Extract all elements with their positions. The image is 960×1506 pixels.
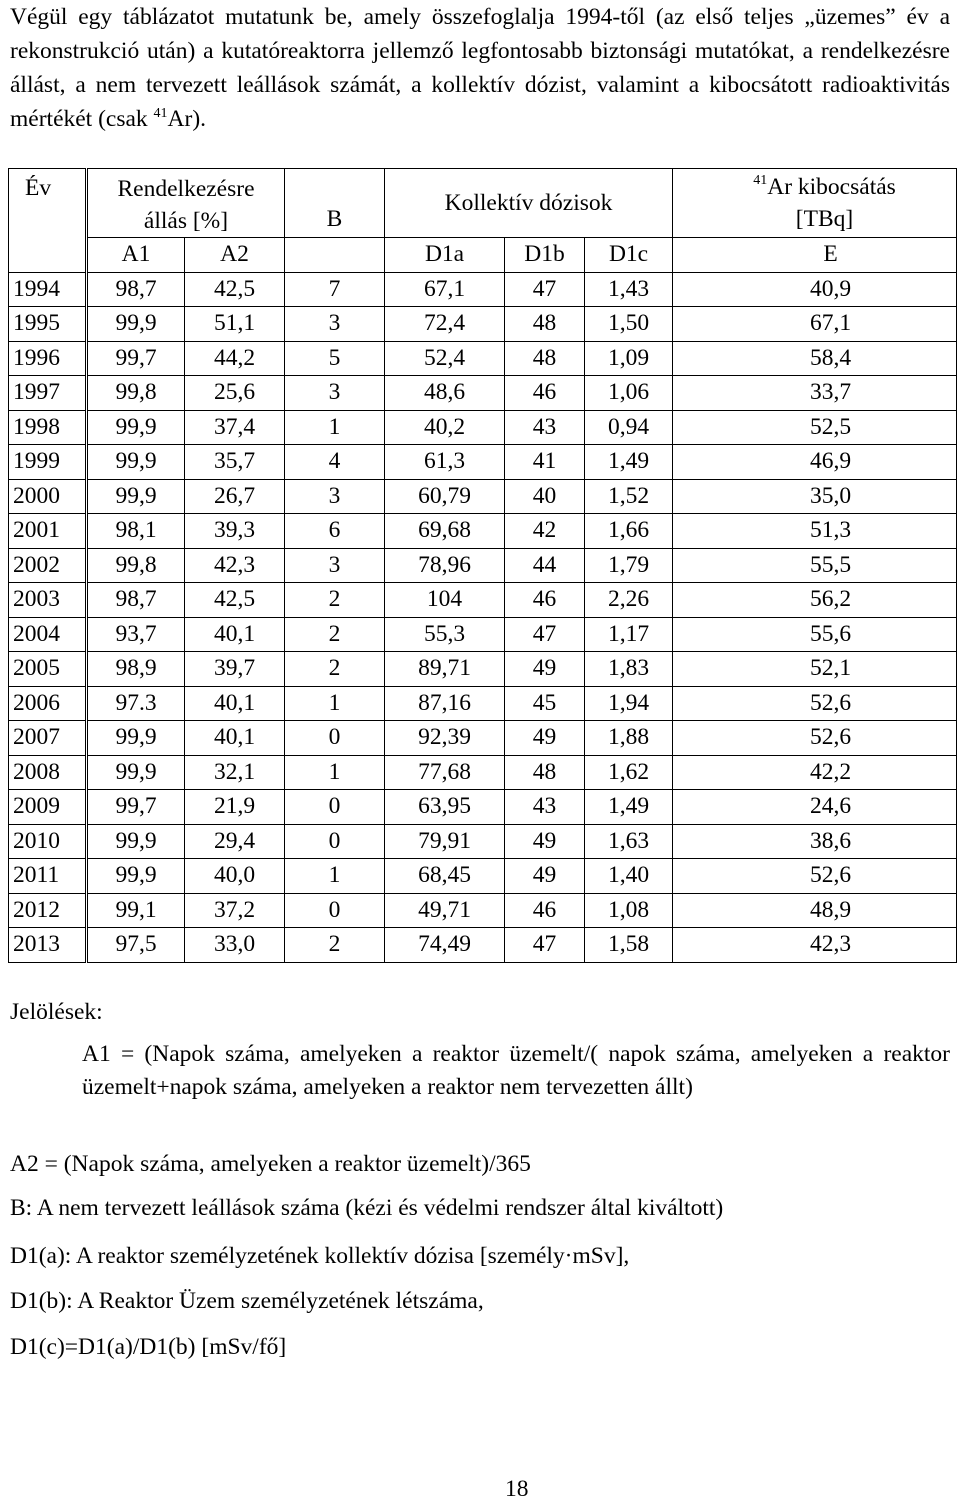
cell-b: 3 [285, 548, 385, 583]
cell-a1: 98,1 [87, 514, 185, 549]
intro-text: Végül egy táblázatot mutatunk be, amely összefoglalja 1994-től (az első teljes „üzemes” év a rekonstrukció után) a kutatóreaktorra jellemző legfontosabb biztonsági mutatókat, a rendelkezésre állást, a nem tervezett leállások számát, a kollektív dózist, valamint a kibocsátott radioaktivitás mértékét (csak [10, 4, 950, 132]
cell-e: 33,7 [673, 376, 957, 411]
cell-e: 35,0 [673, 479, 957, 514]
cell-a1: 99,9 [87, 445, 185, 480]
cell-a1: 98,7 [87, 272, 185, 307]
cell-b: 6 [285, 514, 385, 549]
cell-b: 2 [285, 617, 385, 652]
subheader-b-empty [285, 238, 385, 273]
cell-d1a: 63,95 [385, 790, 505, 825]
cell-b: 3 [285, 307, 385, 342]
table-row [9, 686, 957, 721]
cell-year: 1996 [9, 341, 87, 376]
cell-e: 24,6 [673, 790, 957, 825]
cell-d1b: 46 [505, 583, 585, 618]
cell-year: 2012 [9, 893, 87, 928]
cell-a1: 99,8 [87, 548, 185, 583]
header-ar-line1: Ar kibocsátás [767, 174, 896, 200]
legend-title: Jelölések: [10, 999, 103, 1025]
legend-a1: A1 = (Napok száma, amelyeken a reaktor üzemelt/( napok száma, amelyeken a reaktor üzemelt+napok száma, amelyeken a reaktor nem tervezetten állt) [82, 1041, 950, 1100]
cell-a1: 99,9 [87, 479, 185, 514]
cell-d1c: 1,88 [585, 721, 673, 756]
header-b: B [285, 169, 385, 238]
cell-a1: 99,1 [87, 893, 185, 928]
cell-e: 56,2 [673, 583, 957, 618]
cell-e: 58,4 [673, 341, 957, 376]
subheader-d1b: D1b [505, 238, 585, 273]
cell-a1: 99,8 [87, 376, 185, 411]
cell-year: 2004 [9, 617, 87, 652]
table-row [9, 548, 957, 583]
cell-d1a: 52,4 [385, 341, 505, 376]
cell-a2: 42,5 [185, 272, 285, 307]
cell-d1b: 49 [505, 824, 585, 859]
table-row [9, 479, 957, 514]
cell-a2: 29,4 [185, 824, 285, 859]
cell-year: 2000 [9, 479, 87, 514]
table-subheader-row [9, 238, 957, 273]
table-row [9, 893, 957, 928]
cell-d1c: 1,79 [585, 548, 673, 583]
cell-d1a: 87,16 [385, 686, 505, 721]
cell-d1b: 44 [505, 548, 585, 583]
cell-d1a: 72,4 [385, 307, 505, 342]
intro-superscript: 41 [153, 106, 168, 121]
cell-a1: 99,7 [87, 790, 185, 825]
cell-b: 7 [285, 272, 385, 307]
cell-a2: 40,1 [185, 686, 285, 721]
cell-d1b: 46 [505, 893, 585, 928]
cell-e: 52,6 [673, 721, 957, 756]
cell-d1a: 77,68 [385, 755, 505, 790]
cell-d1b: 48 [505, 307, 585, 342]
cell-year: 2006 [9, 686, 87, 721]
cell-b: 1 [285, 410, 385, 445]
cell-year: 2011 [9, 859, 87, 894]
cell-b: 3 [285, 479, 385, 514]
cell-d1c: 0,94 [585, 410, 673, 445]
cell-d1c: 1,49 [585, 445, 673, 480]
cell-year: 2008 [9, 755, 87, 790]
cell-b: 1 [285, 755, 385, 790]
cell-d1a: 61,3 [385, 445, 505, 480]
cell-a1: 97.3 [87, 686, 185, 721]
legend-d1b: D1(b): A Reaktor Üzem személyzetének létszáma, [10, 1288, 484, 1314]
cell-a1: 99,9 [87, 721, 185, 756]
cell-b: 2 [285, 928, 385, 963]
table-row [9, 652, 957, 687]
header-ar-release [673, 169, 957, 238]
cell-year: 1999 [9, 445, 87, 480]
legend-a2: A2 = (Napok száma, amelyeken a reaktor üzemelt)/365 [10, 1151, 531, 1177]
cell-d1a: 78,96 [385, 548, 505, 583]
cell-b: 0 [285, 790, 385, 825]
cell-a2: 37,4 [185, 410, 285, 445]
cell-b: 0 [285, 824, 385, 859]
cell-d1b: 49 [505, 859, 585, 894]
cell-a1: 98,7 [87, 583, 185, 618]
safety-indicators-table [8, 168, 957, 963]
cell-d1b: 48 [505, 341, 585, 376]
cell-a2: 25,6 [185, 376, 285, 411]
cell-d1c: 1,58 [585, 928, 673, 963]
intro-text-end: Ar). [167, 106, 207, 132]
cell-year: 1995 [9, 307, 87, 342]
legend-d1c: D1(c)=D1(a)/D1(b) [mSv/fő] [10, 1334, 287, 1360]
cell-a2: 26,7 [185, 479, 285, 514]
cell-d1a: 40,2 [385, 410, 505, 445]
table-row [9, 755, 957, 790]
cell-d1c: 1,06 [585, 376, 673, 411]
cell-a2: 51,1 [185, 307, 285, 342]
cell-d1b: 46 [505, 376, 585, 411]
table-row [9, 514, 957, 549]
cell-a2: 21,9 [185, 790, 285, 825]
table-row [9, 928, 957, 963]
cell-a2: 37,2 [185, 893, 285, 928]
header-availability-line2: állás [%] [143, 208, 229, 234]
cell-b: 2 [285, 583, 385, 618]
cell-year: 2003 [9, 583, 87, 618]
cell-year: 1998 [9, 410, 87, 445]
cell-d1b: 47 [505, 928, 585, 963]
cell-e: 40,9 [673, 272, 957, 307]
cell-b: 1 [285, 859, 385, 894]
cell-d1c: 1,94 [585, 686, 673, 721]
cell-e: 46,9 [673, 445, 957, 480]
cell-d1c: 1,43 [585, 272, 673, 307]
cell-a2: 33,0 [185, 928, 285, 963]
intro-paragraph [10, 0, 950, 136]
cell-year: 2010 [9, 824, 87, 859]
cell-d1b: 40 [505, 479, 585, 514]
cell-a2: 39,3 [185, 514, 285, 549]
cell-e: 51,3 [673, 514, 957, 549]
cell-d1c: 1,09 [585, 341, 673, 376]
table-row [9, 721, 957, 756]
table-row [9, 445, 957, 480]
cell-d1a: 104 [385, 583, 505, 618]
cell-d1c: 1,17 [585, 617, 673, 652]
cell-a2: 42,3 [185, 548, 285, 583]
cell-year: 1997 [9, 376, 87, 411]
cell-d1a: 48,6 [385, 376, 505, 411]
cell-d1b: 48 [505, 755, 585, 790]
header-collective-dose: Kollektív dózisok [385, 169, 673, 238]
cell-d1c: 1,62 [585, 755, 673, 790]
cell-a2: 40,1 [185, 721, 285, 756]
cell-year: 2005 [9, 652, 87, 687]
table-row [9, 617, 957, 652]
cell-year: 2001 [9, 514, 87, 549]
cell-d1a: 89,71 [385, 652, 505, 687]
cell-a1: 99,9 [87, 824, 185, 859]
cell-b: 3 [285, 376, 385, 411]
legend-d1a: D1(a): A reaktor személyzetének kollektív dózisa [személy·mSv], [10, 1243, 630, 1269]
cell-a1: 99,9 [87, 410, 185, 445]
cell-a2: 42,5 [185, 583, 285, 618]
table-row [9, 341, 957, 376]
cell-a1: 99,7 [87, 341, 185, 376]
cell-e: 55,5 [673, 548, 957, 583]
table-row [9, 272, 957, 307]
subheader-a2: A2 [185, 238, 285, 273]
cell-d1a: 60,79 [385, 479, 505, 514]
cell-e: 52,6 [673, 859, 957, 894]
cell-b: 0 [285, 893, 385, 928]
cell-e: 48,9 [673, 893, 957, 928]
cell-e: 52,5 [673, 410, 957, 445]
cell-d1b: 43 [505, 410, 585, 445]
cell-b: 5 [285, 341, 385, 376]
cell-a1: 99,9 [87, 859, 185, 894]
cell-a2: 32,1 [185, 755, 285, 790]
table-body [9, 272, 957, 962]
cell-year: 1994 [9, 272, 87, 307]
cell-e: 67,1 [673, 307, 957, 342]
cell-e: 42,2 [673, 755, 957, 790]
subheader-d1a: D1a [385, 238, 505, 273]
cell-a2: 40,0 [185, 859, 285, 894]
cell-d1b: 42 [505, 514, 585, 549]
cell-d1c: 1,49 [585, 790, 673, 825]
cell-d1c: 1,52 [585, 479, 673, 514]
table-row [9, 859, 957, 894]
table-row [9, 790, 957, 825]
cell-e: 52,1 [673, 652, 957, 687]
cell-d1a: 49,71 [385, 893, 505, 928]
subheader-d1c: D1c [585, 238, 673, 273]
cell-d1a: 68,45 [385, 859, 505, 894]
cell-d1c: 1,08 [585, 893, 673, 928]
table-row [9, 307, 957, 342]
cell-b: 1 [285, 686, 385, 721]
cell-b: 4 [285, 445, 385, 480]
cell-d1c: 1,63 [585, 824, 673, 859]
cell-year: 2009 [9, 790, 87, 825]
cell-d1c: 2,26 [585, 583, 673, 618]
cell-e: 52,6 [673, 686, 957, 721]
cell-b: 0 [285, 721, 385, 756]
cell-d1a: 92,39 [385, 721, 505, 756]
cell-a1: 98,9 [87, 652, 185, 687]
cell-e: 55,6 [673, 617, 957, 652]
cell-d1a: 79,91 [385, 824, 505, 859]
header-availability-line1: Rendelkezésre [117, 176, 255, 202]
subheader-a1: A1 [87, 238, 185, 273]
cell-a1: 97,5 [87, 928, 185, 963]
table-row [9, 583, 957, 618]
table-row [9, 824, 957, 859]
cell-d1a: 69,68 [385, 514, 505, 549]
header-ar-line2: [TBq] [795, 206, 854, 232]
cell-a1: 93,7 [87, 617, 185, 652]
cell-e: 38,6 [673, 824, 957, 859]
cell-a2: 44,2 [185, 341, 285, 376]
table-row [9, 376, 957, 411]
header-ar-superscript: 41 [753, 173, 768, 188]
cell-a2: 35,7 [185, 445, 285, 480]
cell-year: 2013 [9, 928, 87, 963]
header-availability [87, 169, 285, 238]
cell-d1b: 49 [505, 721, 585, 756]
cell-d1a: 55,3 [385, 617, 505, 652]
cell-d1b: 47 [505, 272, 585, 307]
legend-b: B: A nem tervezett leállások száma (kézi és védelmi rendszer által kiváltott) [10, 1195, 724, 1221]
cell-d1b: 45 [505, 686, 585, 721]
cell-a1: 99,9 [87, 755, 185, 790]
cell-b: 2 [285, 652, 385, 687]
cell-d1a: 67,1 [385, 272, 505, 307]
cell-d1b: 49 [505, 652, 585, 687]
cell-d1b: 41 [505, 445, 585, 480]
cell-a1: 99,9 [87, 307, 185, 342]
cell-year: 2002 [9, 548, 87, 583]
cell-d1c: 1,40 [585, 859, 673, 894]
cell-e: 42,3 [673, 928, 957, 963]
cell-d1c: 1,66 [585, 514, 673, 549]
cell-d1c: 1,50 [585, 307, 673, 342]
cell-d1a: 74,49 [385, 928, 505, 963]
cell-a2: 40,1 [185, 617, 285, 652]
table-header-row [9, 169, 957, 238]
cell-a2: 39,7 [185, 652, 285, 687]
subheader-e: E [673, 238, 957, 273]
header-year: Év [9, 169, 87, 273]
cell-d1c: 1,83 [585, 652, 673, 687]
cell-year: 2007 [9, 721, 87, 756]
table-row [9, 410, 957, 445]
cell-d1b: 47 [505, 617, 585, 652]
cell-d1b: 43 [505, 790, 585, 825]
page-number: 18 [505, 1476, 529, 1502]
